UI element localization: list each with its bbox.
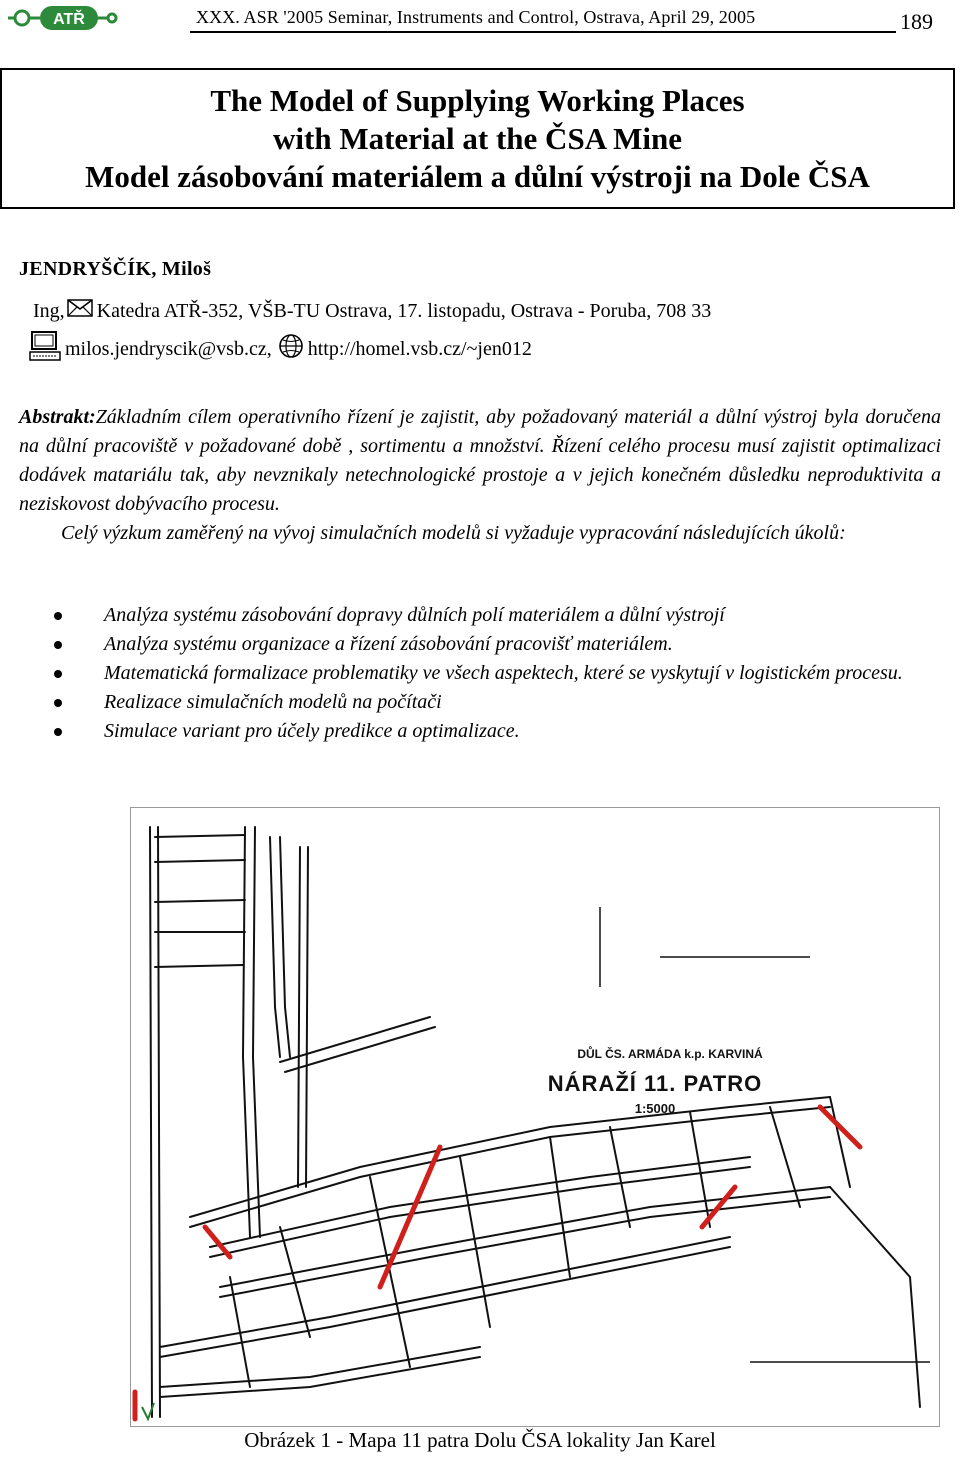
running-head: XXX. ASR '2005 Seminar, Instruments and Control, Ostrava, April 29, 2005 bbox=[196, 7, 756, 27]
task-list bbox=[19, 601, 941, 746]
map-title-line-2: NÁRAŽÍ 11. PATRO bbox=[547, 1071, 763, 1096]
list-item: Analýza systému organizace a řízení zásobování pracovišť materiálem. bbox=[19, 630, 941, 659]
computer-icon bbox=[29, 331, 61, 367]
map-scale: 1:5000 bbox=[634, 1101, 676, 1116]
abstract bbox=[19, 403, 941, 548]
list-item: Analýza systému zásobování dopravy důlních polí materiálem a důlní výstrojí bbox=[19, 601, 941, 630]
list-item: Matematická formalizace problematiky ve všech aspektech, které se vyskytují v logistickém procesu. bbox=[19, 659, 941, 688]
title-line-3: Model zásobování materiálem a důlní výstroji na Dole ČSA bbox=[85, 158, 870, 194]
bullet-icon bbox=[54, 612, 62, 620]
abstract-label: Abstrakt: bbox=[19, 406, 96, 428]
email-link[interactable]: milos.jendryscik@vsb.cz, bbox=[65, 337, 272, 360]
title-line-1: The Model of Supplying Working Places bbox=[210, 82, 745, 118]
mine-map-figure bbox=[130, 807, 940, 1427]
bullet-icon bbox=[54, 728, 62, 736]
map-title-line-1: DŮL ČS. ARMÁDA k.p. KARVINÁ bbox=[577, 1047, 763, 1061]
logo-text: ATŘ bbox=[53, 11, 85, 28]
author-address: Katedra ATŘ-352, VŠB-TU Ostrava, 17. listopadu, Ostrava - Poruba, 708 33 bbox=[96, 299, 712, 322]
bullet-icon bbox=[54, 641, 62, 649]
envelope-icon bbox=[67, 298, 93, 324]
author-name: JENDRYŠČÍK, Miloš bbox=[19, 258, 212, 280]
author-degree: Ing, bbox=[33, 299, 65, 322]
bullet-icon bbox=[54, 670, 62, 678]
title-line-2: with Material at the ČSA Mine bbox=[273, 120, 682, 156]
list-item: Simulace variant pro účely predikce a optimalizace. bbox=[19, 717, 941, 746]
figure-caption: Obrázek 1 - Mapa 11 patra Dolu ČSA lokality Jan Karel bbox=[244, 1428, 716, 1452]
web-link[interactable]: http://homel.vsb.cz/~jen012 bbox=[307, 337, 532, 360]
page-number: 189 bbox=[900, 9, 933, 34]
header-rule bbox=[190, 31, 896, 33]
contact-line bbox=[33, 331, 532, 367]
abstract-text-1: Základním cílem operativního řízení je zajistit, aby požadovaný materiál a důlní výstroj byla doručena na důlní pracoviště v požadované době , sortimentu a množství. Řízení celého procesu musí zajistit optimalizaci dodávek matariálu tak, aby nevznikaly netechnologické prostoje a v jejich konečném důsledku neproduktivita a neziskovost dobývacího procesu. bbox=[19, 406, 941, 515]
list-item: Realizace simulačních modelů na počítači bbox=[19, 688, 941, 717]
globe-icon bbox=[278, 333, 304, 365]
abstract-paragraph-1 bbox=[19, 403, 941, 519]
abstract-paragraph-2: Celý výzkum zaměřený na vývoj simulačních modelů si vyžaduje vypracování následujících úkolů: bbox=[61, 522, 846, 544]
atr-logo bbox=[8, 2, 120, 34]
title-box bbox=[0, 68, 955, 209]
address-line bbox=[33, 298, 711, 324]
bullet-icon bbox=[54, 699, 62, 707]
